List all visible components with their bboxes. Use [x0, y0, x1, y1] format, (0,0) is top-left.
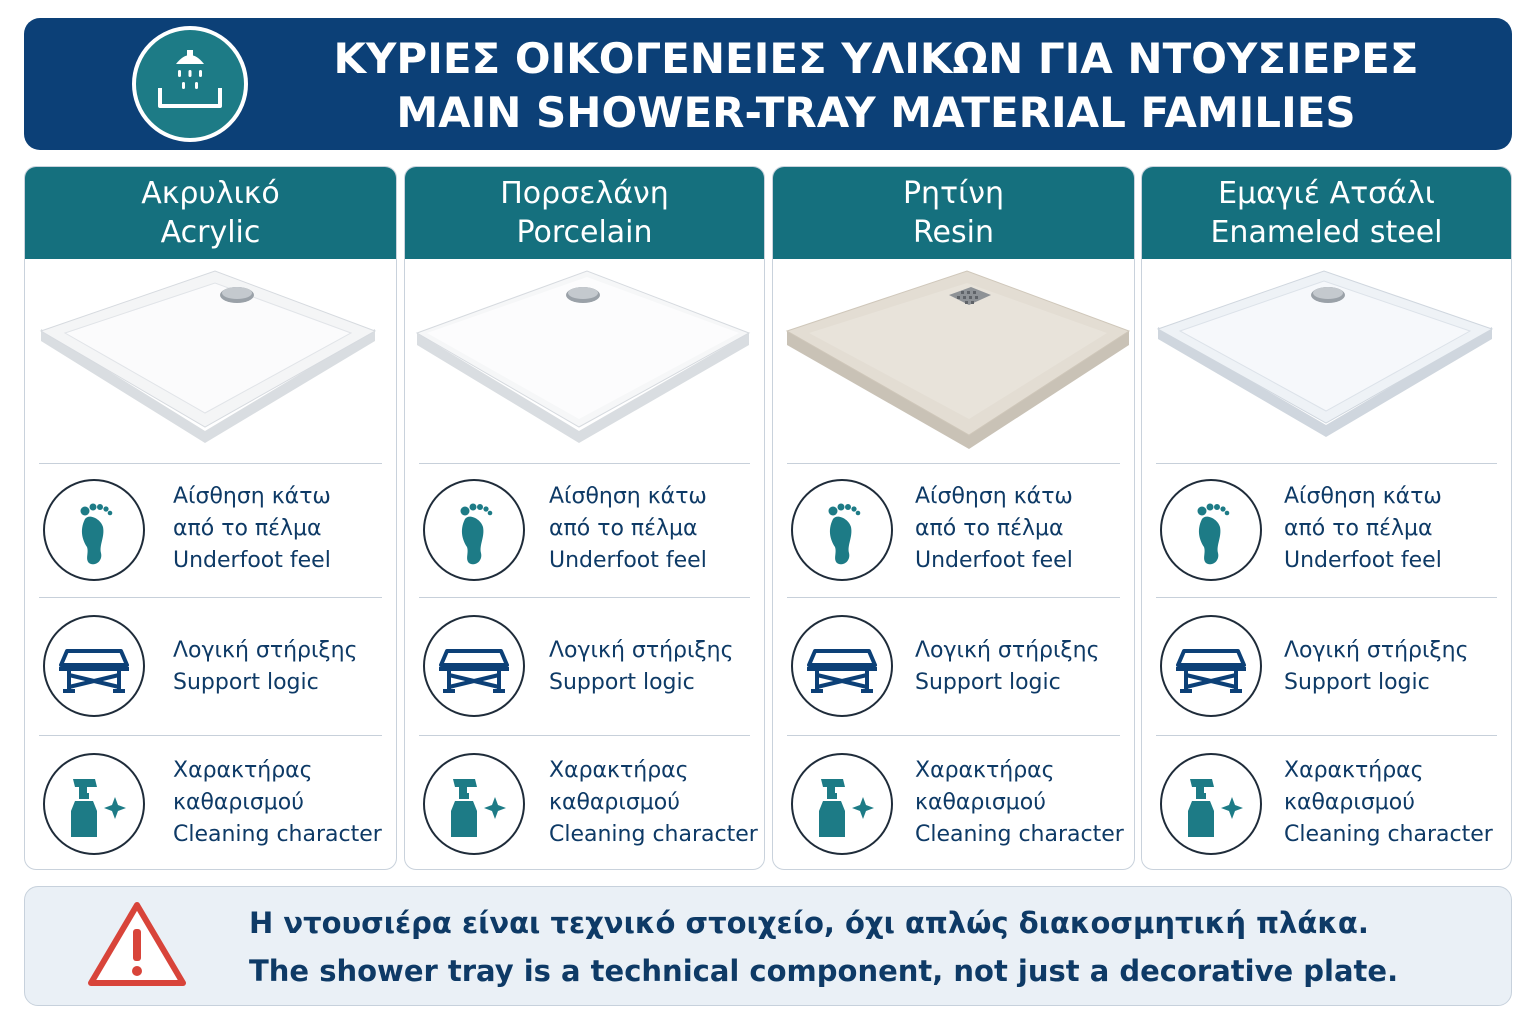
label-greek-line-1: Χαρακτήρας [915, 758, 1055, 783]
label-english: Underfoot feel [915, 548, 1073, 573]
divider [39, 735, 382, 736]
label-english: Cleaning character [549, 822, 758, 847]
material-name-greek: Πορσελάνη [500, 176, 669, 211]
label-greek-line-1: Αίσθηση κάτω [1284, 484, 1442, 509]
label-greek-line-1: Χαρακτήρας [549, 758, 689, 783]
row-label [549, 635, 734, 699]
note-text [249, 899, 1398, 995]
label-greek-line-2: από το πέλμα [173, 516, 322, 541]
row-label [549, 755, 758, 851]
label-greek-line-2: από το πέλμα [549, 516, 698, 541]
divider [1156, 463, 1497, 464]
card-header [1142, 167, 1511, 259]
label-greek: Λογική στήριξης [549, 638, 734, 663]
page-header [24, 18, 1512, 150]
divider [1156, 735, 1497, 736]
row-label [1284, 635, 1469, 699]
label-english: Underfoot feel [549, 548, 707, 573]
label-greek-line-1: Χαρακτήρας [173, 758, 313, 783]
page-title-greek: ΚΥΡΙΕΣ ΟΙΚΟΓΕΝΕΙΕΣ ΥΛΙΚΩΝ ΓΙΑ ΝΤΟΥΣΙΕΡΕΣ [333, 34, 1419, 83]
row-underfoot-feel [1142, 465, 1511, 597]
label-greek-line-1: Αίσθηση κάτω [915, 484, 1073, 509]
material-card-resin [772, 166, 1135, 870]
label-english: Cleaning character [915, 822, 1124, 847]
label-english: Cleaning character [1284, 822, 1493, 847]
footprint-icon [423, 479, 525, 581]
support-frame-icon [43, 615, 145, 717]
row-label [173, 755, 382, 851]
divider [419, 597, 750, 598]
page-title [284, 32, 1468, 140]
row-label [1284, 755, 1493, 851]
porcelain-tray-image [405, 259, 764, 465]
row-cleaning-character [773, 737, 1134, 870]
material-name-english: Resin [913, 215, 994, 250]
divider [787, 597, 1120, 598]
label-greek: Λογική στήριξης [915, 638, 1100, 663]
support-frame-icon [1160, 615, 1262, 717]
row-label [915, 755, 1124, 851]
page-title-english: MAIN SHOWER-TRAY MATERIAL FAMILIES [396, 88, 1356, 137]
label-greek-line-2: καθαρισμού [549, 790, 680, 815]
row-cleaning-character [405, 737, 764, 870]
spray-bottle-icon [43, 753, 145, 855]
material-name-greek: Ρητίνη [902, 176, 1005, 211]
divider [787, 735, 1120, 736]
row-support-logic [25, 599, 396, 735]
label-english: Underfoot feel [173, 548, 331, 573]
label-english: Support logic [173, 670, 319, 695]
row-label [1284, 481, 1442, 577]
divider [787, 463, 1120, 464]
row-cleaning-character [25, 737, 396, 870]
label-english: Support logic [1284, 670, 1430, 695]
label-greek-line-1: Αίσθηση κάτω [549, 484, 707, 509]
row-underfoot-feel [25, 465, 396, 597]
label-english: Cleaning character [173, 822, 382, 847]
note-text-english: The shower tray is a technical component, not just a decorative plate. [249, 954, 1399, 988]
label-greek-line-2: από το πέλμα [1284, 516, 1433, 541]
acrylic-tray-image [25, 259, 396, 465]
footprint-icon [791, 479, 893, 581]
support-frame-icon [423, 615, 525, 717]
support-frame-icon [791, 615, 893, 717]
material-name-greek: Εμαγιέ Ατσάλι [1218, 176, 1435, 211]
row-label [549, 481, 707, 577]
spray-bottle-icon [1160, 753, 1262, 855]
label-greek-line-1: Αίσθηση κάτω [173, 484, 331, 509]
label-english: Support logic [549, 670, 695, 695]
row-cleaning-character [1142, 737, 1511, 870]
label-greek: Λογική στήριξης [1284, 638, 1469, 663]
label-greek-line-2: καθαρισμού [1284, 790, 1415, 815]
note-text-greek: Η ντουσιέρα είναι τεχνικό στοιχείο, όχι απλώς διακοσμητική πλάκα. [249, 906, 1369, 940]
row-label [173, 481, 331, 577]
divider [39, 597, 382, 598]
label-greek: Λογική στήριξης [173, 638, 358, 663]
card-header [405, 167, 764, 259]
label-english: Support logic [915, 670, 1061, 695]
row-label [173, 635, 358, 699]
divider [419, 735, 750, 736]
material-name-english: Enameled steel [1210, 215, 1443, 250]
material-card-enameled-steel [1141, 166, 1512, 870]
footprint-icon [43, 479, 145, 581]
row-support-logic [773, 599, 1134, 735]
shower-tray-icon [132, 26, 248, 142]
spray-bottle-icon [423, 753, 525, 855]
divider [1156, 597, 1497, 598]
label-greek-line-2: καθαρισμού [173, 790, 304, 815]
label-greek-line-2: από το πέλμα [915, 516, 1064, 541]
material-name-english: Acrylic [160, 215, 261, 250]
row-label [915, 635, 1100, 699]
row-underfoot-feel [405, 465, 764, 597]
label-english: Underfoot feel [1284, 548, 1442, 573]
warning-note [24, 886, 1512, 1006]
label-greek-line-1: Χαρακτήρας [1284, 758, 1424, 783]
resin-tray-image [773, 259, 1134, 465]
row-support-logic [405, 599, 764, 735]
divider [419, 463, 750, 464]
enameled-steel-tray-image [1142, 259, 1511, 465]
row-support-logic [1142, 599, 1511, 735]
row-label [915, 481, 1073, 577]
material-card-acrylic [24, 166, 397, 870]
card-header [25, 167, 396, 259]
footprint-icon [1160, 479, 1262, 581]
warning-icon [83, 897, 191, 993]
material-name-english: Porcelain [516, 215, 653, 250]
row-underfoot-feel [773, 465, 1134, 597]
divider [39, 463, 382, 464]
material-card-porcelain [404, 166, 765, 870]
material-name-greek: Ακρυλικό [141, 176, 280, 211]
card-header [773, 167, 1134, 259]
label-greek-line-2: καθαρισμού [915, 790, 1046, 815]
spray-bottle-icon [791, 753, 893, 855]
